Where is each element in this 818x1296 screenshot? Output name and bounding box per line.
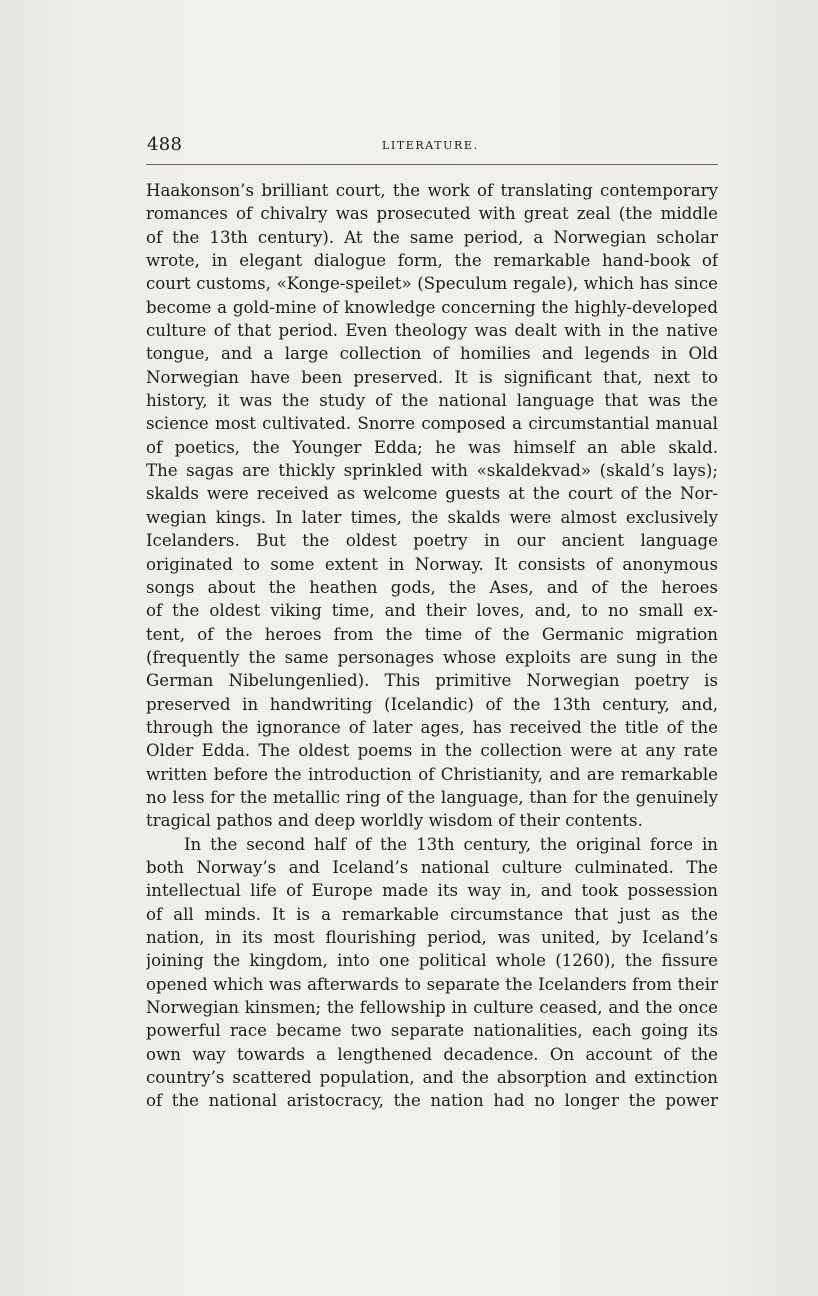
text-line: Norwegian kinsmen; the fellowship in culture ceased, and the once <box>146 998 718 1018</box>
text-line: court customs, «Konge-speilet» (Speculum regale), which has since <box>146 274 718 294</box>
text-line: tent, of the heroes from the time of the Germanic migration <box>146 624 718 644</box>
text-line: Haakonson’s brilliant court, the work of translating contemporary <box>146 181 718 200</box>
text-line: wegian kings. In later times, the skalds were almost exclusively <box>146 507 718 527</box>
text-line: become a gold-mine of knowledge concerning the highly-developed <box>146 297 718 317</box>
text-line: nation, in its most flourishing period, was united, by Iceland’s <box>146 928 718 947</box>
text-line: of poetics, the Younger Edda; he was himself an able skald. <box>146 437 718 457</box>
text-line: powerful race became two separate nationalities, each going its <box>146 1021 718 1041</box>
text-line: of the 13th century). At the same period, a Norwegian scholar <box>146 227 718 247</box>
text-line: joining the kingdom, into one political whole (1260), the fissure <box>146 951 718 971</box>
text-line: preserved in handwriting (Icelandic) of the 13th century, and, <box>146 694 718 714</box>
text-line: Older Edda. The oldest poems in the collection were at any rate <box>146 741 718 761</box>
text-line: of the oldest viking time, and their loves, and, to no small ex- <box>146 601 718 621</box>
text-line: of all minds. It is a remarkable circumstance that just as the <box>146 904 718 924</box>
text-line: songs about the heathen gods, the Ases, and of the heroes <box>146 577 718 597</box>
text-line: written before the introduction of Christianity, and are remarkable <box>146 764 718 784</box>
page-header <box>146 134 718 165</box>
text-line: intellectual life of Europe made its way in, and took possession <box>146 881 718 901</box>
text-line: originated to some extent in Norway. It consists of anonymous <box>146 554 718 574</box>
text-line-paragraph-end: tragical pathos and deep worldly wisdom of their contents. <box>146 811 643 831</box>
text-line-paragraph-start: In the second half of the 13th century, the original force in <box>184 834 718 854</box>
text-line: tongue, and a large collection of homilies and legends in Old <box>146 344 718 364</box>
text-line: (frequently the same personages whose exploits are sung in the <box>146 647 718 667</box>
text-line: country’s scattered population, and the absorption and extinction <box>146 1068 718 1088</box>
text-line: German Nibelungenlied). This primitive Norwegian poetry is <box>146 671 718 691</box>
text-line: own way towards a lengthened decadence. On account of the <box>146 1044 718 1064</box>
text-line: culture of that period. Even theology was dealt with in the native <box>146 321 718 341</box>
running-head: LITERATURE. <box>382 139 479 152</box>
text-line: no less for the metallic ring of the language, than for the genuinely <box>146 787 718 807</box>
body-text <box>146 179 718 1113</box>
text-line: both Norway’s and Iceland’s national culture culminated. The <box>146 857 718 877</box>
text-line: skalds were received as welcome guests at the court of the Nor- <box>146 484 718 504</box>
text-line: romances of chivalry was prosecuted with great zeal (the middle <box>146 204 718 224</box>
page-number: 488 <box>147 134 183 155</box>
text-line: history, it was the study of the national language that was the <box>146 391 718 411</box>
text-line: of the national aristocracy, the nation had no longer the power <box>146 1091 718 1111</box>
text-line: science most cultivated. Snorre composed a circumstantial manual <box>146 414 718 434</box>
text-line: through the ignorance of later ages, has received the title of the <box>146 717 718 737</box>
text-line: Icelanders. But the oldest poetry in our ancient language <box>146 531 718 551</box>
text-line: Norwegian have been preserved. It is significant that, next to <box>146 367 718 387</box>
text-line: opened which was afterwards to separate the Icelanders from their <box>146 974 718 994</box>
text-line: wrote, in elegant dialogue form, the remarkable hand-book of <box>146 251 718 271</box>
text-line: The sagas are thickly sprinkled with «skaldekvad» (skald’s lays); <box>146 461 718 481</box>
